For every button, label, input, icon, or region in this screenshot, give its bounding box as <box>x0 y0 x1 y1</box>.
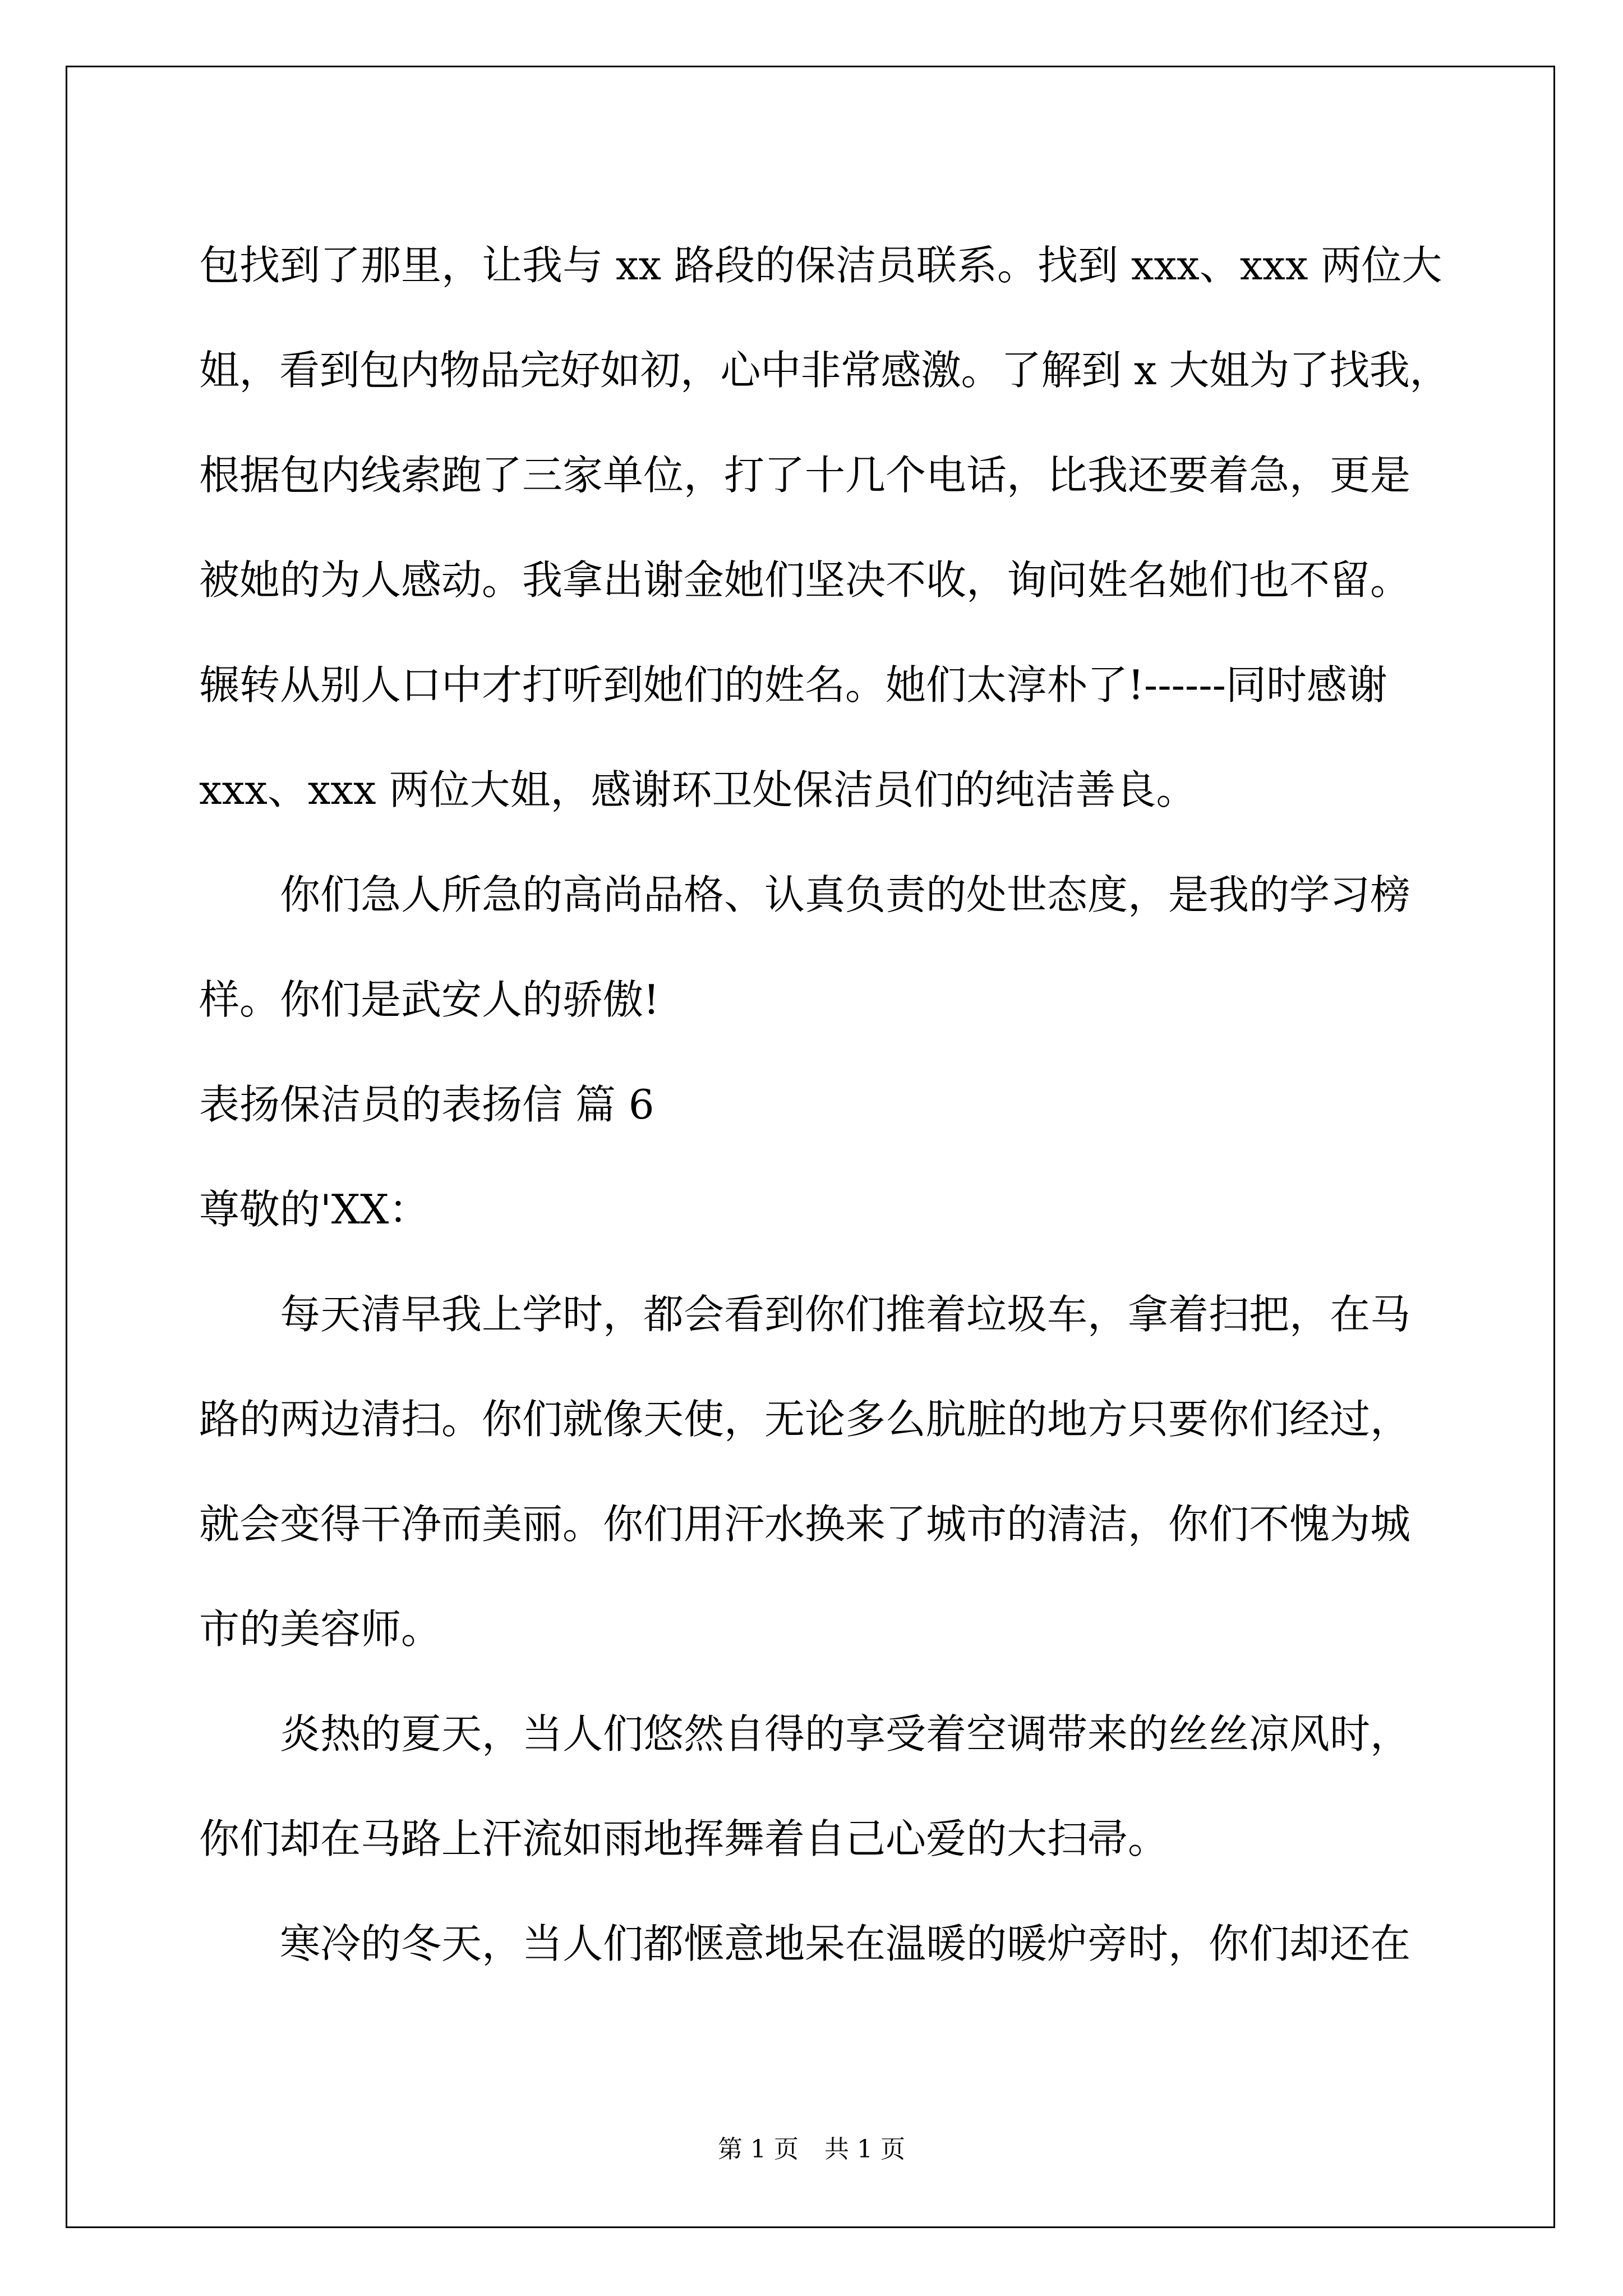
text-line: 你们急人所急的高尚品格、认真负责的处世态度，是我的学习榜 <box>280 871 1411 918</box>
text-line: 尊敬的'XX： <box>199 1186 430 1233</box>
text-line: xxx、xxx 两位大姐，感谢环卫处保洁员们的纯洁善良。 <box>199 766 1197 813</box>
text-line: 就会变得干净而美丽。你们用汗水换来了城市的清洁，你们不愧为城 <box>199 1501 1411 1548</box>
footer-page-current: 第 1 页 <box>718 2135 799 2164</box>
footer-page-total: 共 1 页 <box>824 2135 905 2164</box>
text-line: 根据包内线索跑了三家单位，打了十几个电话，比我还要着急，更是 <box>199 452 1411 499</box>
text-line: 表扬保洁员的表扬信 篇 6 <box>199 1081 654 1128</box>
text-line: 样。你们是武安人的骄傲! <box>199 976 660 1023</box>
text-line: 每天清早我上学时，都会看到你们推着垃圾车，拿着扫把，在马 <box>280 1291 1411 1338</box>
document-body <box>199 213 1450 1996</box>
text-line: 姐，看到包内物品完好如初，心中非常感激。了解到 x 大姐为了找我， <box>199 347 1450 394</box>
text-line: 包找到了那里，让我与 xx 路段的保洁员联系。找到 xxx、xxx 两位大 <box>199 242 1442 289</box>
page-footer <box>0 2129 1623 2165</box>
text-line: 炎热的夏天，当人们悠然自得的享受着空调带来的丝丝凉风时， <box>280 1710 1411 1757</box>
text-line: 寒冷的冬天，当人们都惬意地呆在温暖的暖炉旁时，你们却还在 <box>280 1920 1411 1967</box>
text-line: 市的美容师。 <box>199 1605 442 1653</box>
text-line: 辗转从别人口中才打听到她们的姓名。她们太淳朴了!------同时感谢 <box>199 661 1387 708</box>
text-line: 被她的为人感动。我拿出谢金她们坚决不收，询问姓名她们也不留。 <box>199 556 1411 604</box>
text-line: 你们却在马路上汗流如雨地挥舞着自己心爱的大扫帚。 <box>199 1815 1169 1862</box>
text-line: 路的两边清扫。你们就像天使，无论多么肮脏的地方只要你们经过， <box>199 1396 1411 1443</box>
